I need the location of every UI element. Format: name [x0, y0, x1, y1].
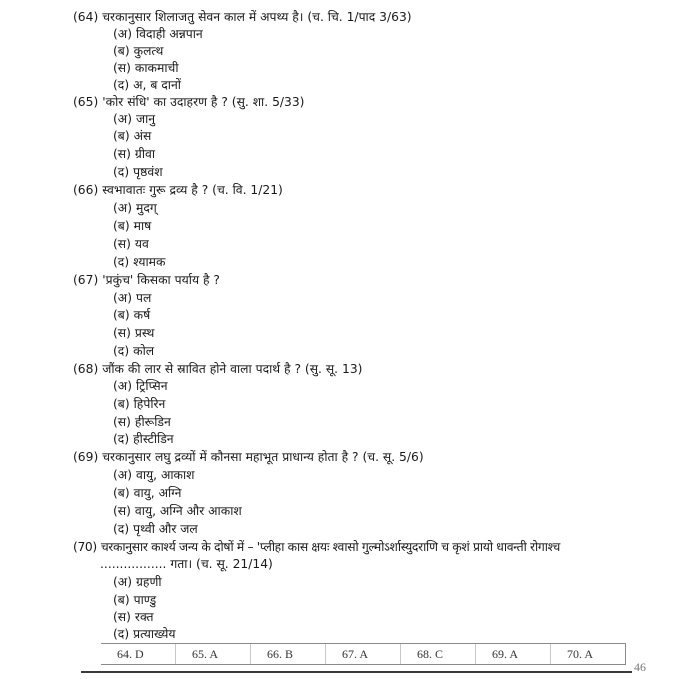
option-text: रक्त [134, 610, 154, 624]
option-label: (अ) [113, 575, 132, 589]
option-text: श्यामक [133, 255, 166, 269]
option-text: हीरूडिन [134, 415, 171, 429]
option [113, 343, 154, 360]
question-number: (66) [73, 183, 99, 197]
option-label: (स) [113, 504, 131, 518]
option [113, 111, 155, 128]
option [113, 626, 175, 643]
option-label: (द) [113, 522, 130, 536]
option-label: (द) [113, 344, 130, 358]
option [113, 485, 181, 502]
option [113, 396, 165, 413]
option-text: ट्रिप्सिन [136, 379, 168, 393]
option-text: जानु [136, 112, 156, 126]
option-label: (द) [113, 78, 130, 92]
option-text: पल [136, 291, 152, 305]
option [113, 414, 171, 431]
option [113, 254, 165, 271]
question-65 [73, 94, 304, 111]
option-text: पृष्ठवंश [133, 165, 163, 179]
question-number: (69) [73, 450, 99, 464]
question-text: चरकानुसार शिलाजतु सेवन काल में अपथ्य है। (च. चि. 1/पाद 3/63) [102, 10, 412, 24]
question-68 [73, 361, 362, 378]
question-number: (70) [73, 540, 97, 554]
option-label: (ब) [113, 593, 130, 607]
option [113, 146, 155, 163]
option-text: अंस [133, 129, 152, 143]
answer-cell: 66. B [250, 644, 325, 664]
footer-divider [81, 671, 632, 673]
option-text: वायु, आकाश [136, 468, 195, 482]
question-text: चरकानुसार कार्श्य जन्य के दोषों में – 'प्लीहा कास क्षयः श्वासो गुल्मोऽर्शास्युदराणि च कृशं प्रायो धावन्ती रोगाश्च [100, 540, 560, 554]
option-text: प्रस्थ [134, 326, 155, 340]
option-text: मुदग् [136, 201, 157, 215]
option [113, 77, 181, 94]
option-text: कुलत्थ [133, 44, 164, 58]
option-text: ग्रीवा [134, 147, 156, 161]
answer-cell: 68. C [400, 644, 475, 664]
question-number: (67) [73, 273, 99, 287]
option-label: (ब) [113, 44, 130, 58]
option [113, 218, 151, 235]
option [113, 431, 174, 448]
option-text: कर्ष [133, 308, 151, 322]
option [113, 325, 154, 342]
option-label: (ब) [113, 219, 130, 233]
option [113, 467, 195, 484]
question-66 [73, 182, 283, 199]
option-text: विदाही अन्नपान [136, 27, 203, 41]
option-text: प्रत्याख्येय [133, 627, 176, 641]
answer-cell: 65. A [175, 644, 250, 664]
option-text: वायु, अग्नि और आकाश [134, 504, 242, 518]
option [113, 290, 151, 307]
question-69 [73, 449, 424, 466]
option [113, 164, 163, 181]
option-label: (स) [113, 326, 131, 340]
option [113, 307, 150, 324]
option-text: हिपेरिन [133, 397, 166, 411]
option-label: (ब) [113, 486, 130, 500]
option-text: पृथ्वी और जल [133, 522, 198, 536]
option-text: कोल [133, 344, 155, 358]
answer-cell: 69. A [475, 644, 550, 664]
option-label: (ब) [113, 129, 130, 143]
option-text: हीस्टीडिन [133, 432, 174, 446]
question-67 [73, 272, 220, 289]
option-label: (द) [113, 255, 130, 269]
question-text: 'प्रकुंच' किसका पर्याय है ? [102, 273, 220, 287]
option-label: (स) [113, 237, 131, 251]
question-text: चरकानुसार लघु द्रव्यों में कौनसा महाभूत प्राधान्य होता है ? (च. सू. 5/6) [102, 450, 424, 464]
option-text: अ, ब दानों [133, 78, 181, 92]
question-text: स्वभावातः गुरू द्रव्य है ? (च. वि. 1/21) [102, 183, 283, 197]
page-number: 46 [634, 660, 646, 674]
option [113, 521, 198, 538]
option [113, 592, 156, 609]
option-label: (अ) [113, 27, 132, 41]
question-70 [73, 539, 560, 556]
option-label: (द) [113, 165, 130, 179]
option [113, 378, 168, 395]
option-label: (अ) [113, 379, 132, 393]
question-continuation: ................. गता। (च. सू. 21/14) [100, 557, 273, 571]
option-label: (स) [113, 610, 131, 624]
answer-cell: 64. D [117, 647, 144, 661]
option-label: (अ) [113, 112, 132, 126]
option-text: माष [133, 219, 152, 233]
option-text: वायु, अग्नि [133, 486, 182, 500]
option-label: (अ) [113, 201, 132, 215]
option [113, 60, 179, 77]
option [113, 200, 157, 217]
question-number: (65) [73, 95, 99, 109]
option [113, 43, 163, 60]
option-label: (ब) [113, 308, 130, 322]
option-label: (स) [113, 147, 131, 161]
question-64 [73, 9, 412, 26]
question-number: (68) [73, 362, 99, 376]
question-number: (64) [73, 10, 99, 24]
answer-key-table [101, 643, 626, 665]
option [113, 26, 203, 43]
option [113, 503, 242, 520]
option-label: (स) [113, 415, 131, 429]
option-text: यव [134, 237, 149, 251]
question-text: 'कोर संधि' का उदाहरण है ? (सु. शा. 5/33) [102, 95, 305, 109]
option [113, 236, 149, 253]
answer-cell: 67. A [325, 644, 400, 664]
option-text: काकमाची [134, 61, 179, 75]
option-label: (स) [113, 61, 131, 75]
option-label: (द) [113, 432, 130, 446]
option [113, 609, 154, 626]
option-label: (द) [113, 627, 130, 641]
option-label: (अ) [113, 291, 132, 305]
option [113, 574, 162, 591]
option-label: (ब) [113, 397, 130, 411]
option-text: पाण्डु [133, 593, 157, 607]
question-text: जौंक की लार से स्रावित होने वाला पदार्थ है ? (सु. सू. 13) [102, 362, 363, 376]
option [113, 128, 151, 145]
option-label: (अ) [113, 468, 132, 482]
option-text: ग्रहणी [136, 575, 162, 589]
answer-cell: 70. A [550, 644, 625, 664]
